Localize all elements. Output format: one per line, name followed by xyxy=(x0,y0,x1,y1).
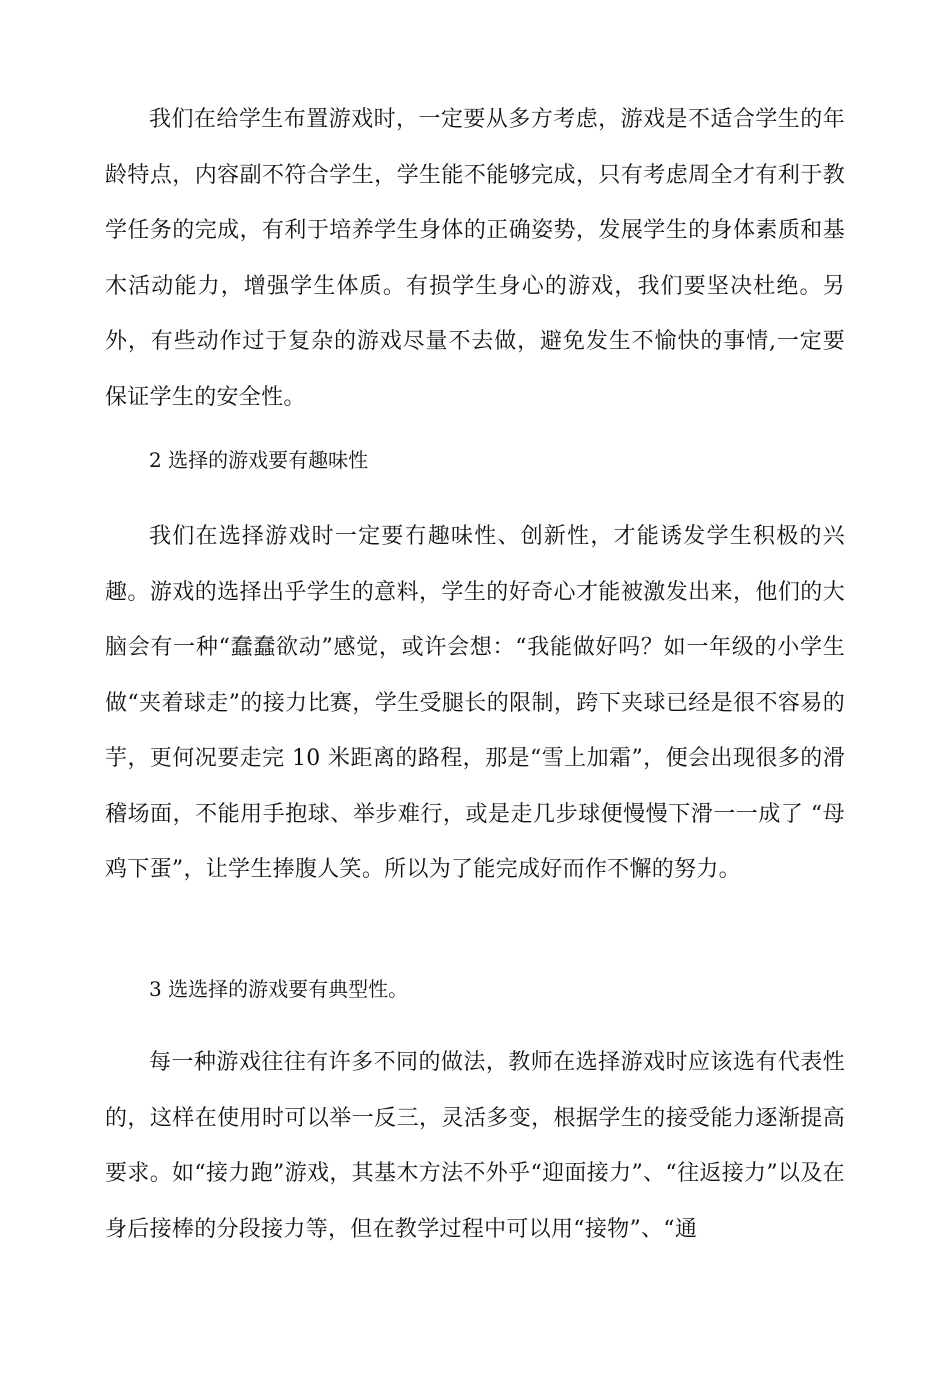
section-heading-2: 2 选择的游戏要有趣味性 xyxy=(149,448,369,472)
body-paragraph-2: 我们在选择游戏时一定要冇趣味性、创新性，才能诱发学生积极的兴趣。游戏的选择出乎学生的意料，学生的好奇心才能被激发出来，他们的大脑会有一种“蠢蠢欲动”感觉，或许会想：“我能做好吗？如一年级的小学生做“夹着球走”的接力比赛，学生受腿长的限制，跨下夹球已经是很不容易的芋，更何况要走完 10 米距离的路程，那是“雪上加霜”，便会出现很多的滑稽场面，不能用手抱球、举步难行，或是走几步球便慢慢下滑一一成了 “母鸡下蛋”，让学生捧腹人笑。所以为了能完成好而作不懈的努力。 xyxy=(105,524,845,882)
body-paragraph-3: 每一种游戏往往有许多不同的做法，教师在选择游戏时应该选有代表性的，这样在使用时可以举一反三，灵活多变，根据学生的接受能力逐渐提高要求。如“接力跑”游戏，其基木方法不外乎“迎面接力”、“往返接力”以及在身后接棒的分段接力等，但在教学过程中可以用“接物”、“通 xyxy=(105,1050,845,1242)
body-paragraph-1: 我们在给学生布置游戏时，一定要从多方考虑，游戏是不适合学生的年龄特点，内容副不符合学生，学生能不能够完成，只有考虑周全才有利于教学任务的完成，有利于培养学生身体的正确姿势，发展学生的身体素质和基木活动能力，增强学生体质。有损学生身心的游戏，我们要坚决杜绝。另外，有些动作过于复杂的游戏尽量不去做，避免发生不愉快的事情,一定要保证学生的安全性。 xyxy=(105,107,845,410)
section-heading-3: 3 选选择的游戏要有典型性。 xyxy=(149,977,409,1001)
